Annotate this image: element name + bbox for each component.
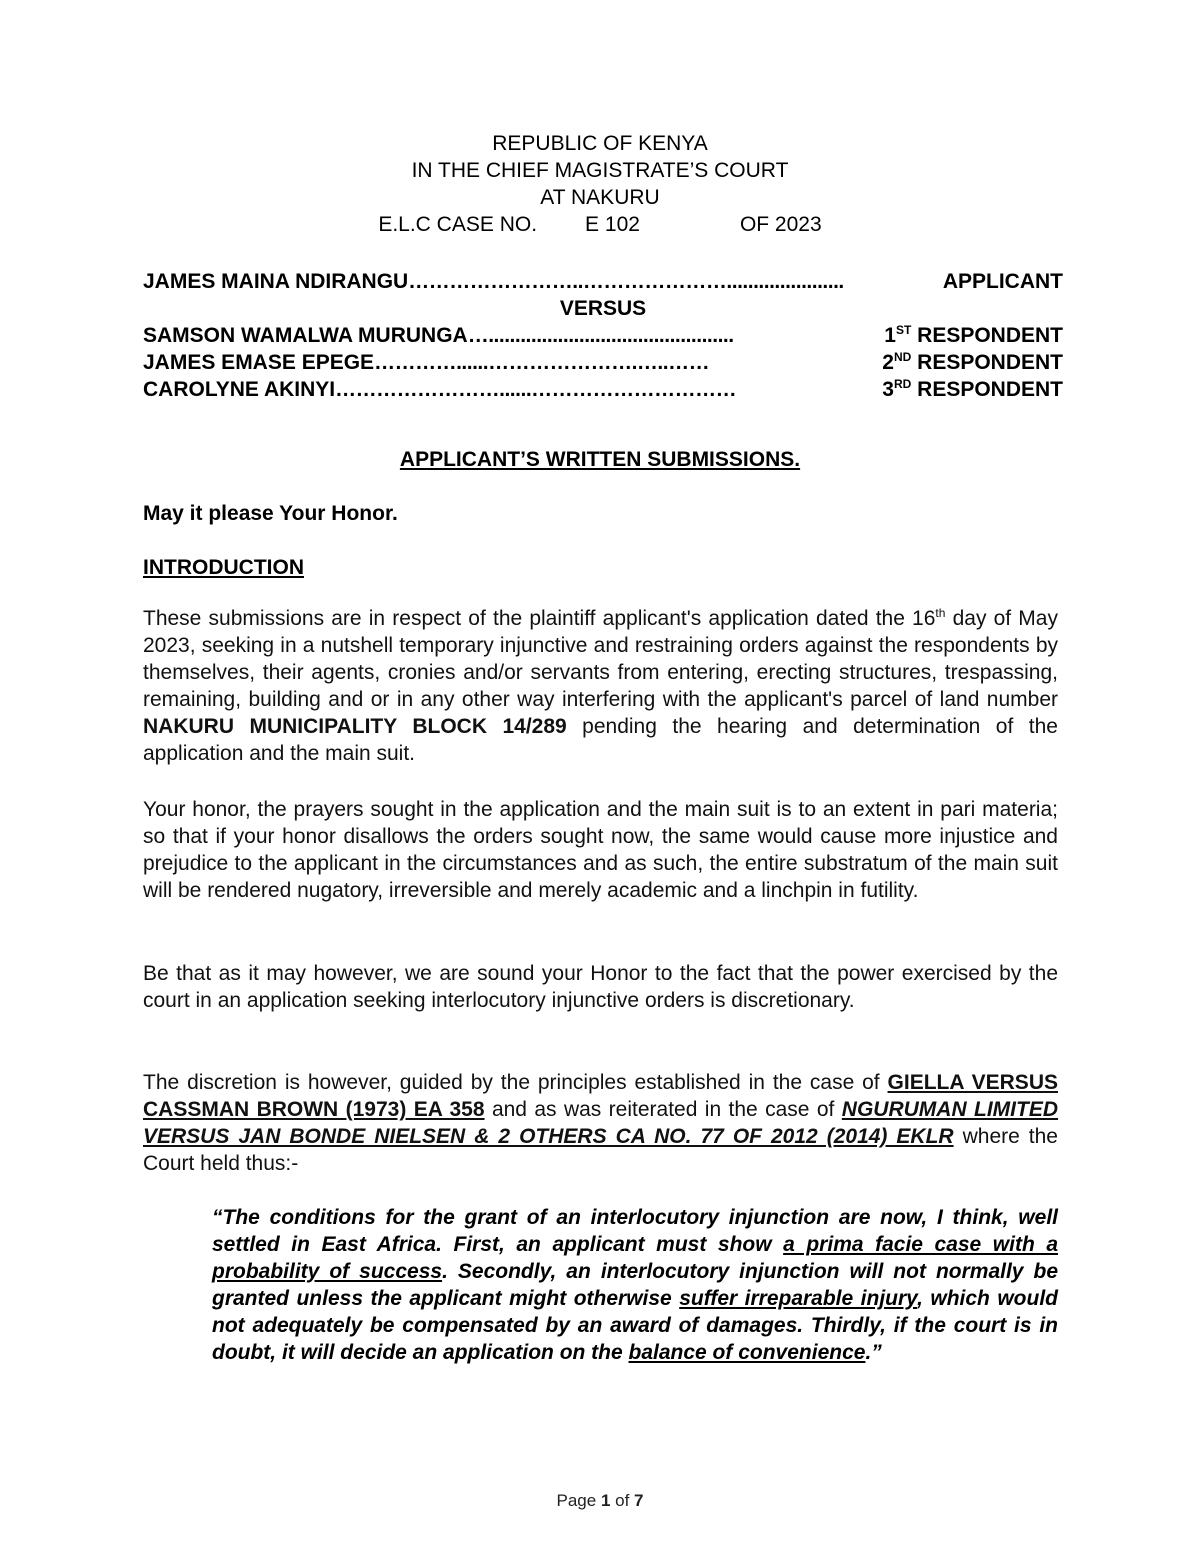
section-heading-introduction: INTRODUCTION: [143, 556, 304, 579]
court-heading: [0, 130, 1200, 238]
respondent-2-role: 2ND RESPONDENT: [882, 350, 1063, 374]
heading-location: AT NAKURU: [540, 186, 660, 209]
land-parcel-number: NAKURU MUNICIPALITY BLOCK 14/289: [143, 715, 567, 738]
leader-dots: ……………………......…………………………: [335, 378, 737, 401]
respondent-3-line: [143, 376, 1063, 403]
parties-block: [143, 268, 1063, 403]
leader-dots: ……………………..…………………......................: [408, 270, 844, 293]
applicant-role: APPLICANT: [942, 270, 1063, 293]
paragraph-4: The discretion is however, guided by the principles established in the case of GIELLA VERSUS CASSMAN BROWN (1973) EA 358 and as was reiterated in the case of NGURUMAN LIMITED VERSUS JAN BONDE NIELSEN & 2 OTHERS CA NO. 77 OF 2012 (2014) EKLR where the Court held thus:-: [143, 1071, 1059, 1175]
applicant-name: JAMES MAINA NDIRANGU: [143, 270, 409, 293]
current-page-number: 1: [600, 1491, 611, 1510]
heading-republic: REPUBLIC OF KENYA: [492, 132, 708, 155]
case-citation-nguruman: NGURUMAN LIMITED VERSUS JAN BONDE NIELSEN & 2 OTHERS CA NO. 77 OF 2012 (2014) EKLR: [143, 1098, 1059, 1148]
applicant-line: [143, 268, 1063, 295]
respondent-3-role: 3RD RESPONDENT: [882, 377, 1063, 401]
paragraph-3: Be that as it may however, we are sound your Honor to the fact that the power exercised by the court in an application seeking interlocutory injunctive orders is discretionary.: [143, 962, 1058, 1012]
respondent-3-name: CAROLYNE AKINYI: [143, 378, 336, 401]
heading-court: IN THE CHIEF MAGISTRATE’S COURT: [411, 159, 789, 182]
case-number: E 102: [585, 213, 640, 236]
paragraph-2: Your honor, the prayers sought in the application and the main suit is to an extent in pari materia; so that if your honor disallows the orders sought now, the same would cause more injustice and prejudice to the applicant in the circumstances and as such, the entire substratum of the main suit will be rendered nugatory, irreversible and merely academic and a linchpin in futility.: [143, 798, 1058, 902]
respondent-1-role: 1ST RESPONDENT: [884, 323, 1063, 347]
case-prefix: E.L.C CASE NO.: [378, 213, 538, 236]
salutation: May it please Your Honor.: [143, 502, 398, 525]
versus-label: VERSUS: [559, 297, 647, 320]
total-page-count: 7: [634, 1491, 644, 1510]
respondent-1-line: [143, 322, 1063, 349]
page-footer: Page 1 of 7: [556, 1491, 644, 1510]
paragraph-1: These submissions are in respect of the plaintiff applicant's application dated the 16th day of May 2023, seeking in a nutshell temporary injunctive and restraining orders against the respondents by themselves, their agents, cronies and/or servants from entering, erecting structures, trespassing, remaining, building and or in any other way interfering with the applicant's parcel of land number NAKURU MUNICIPALITY BLOCK 14/289 pending the hearing and determination of the application and the main suit.: [143, 606, 1058, 765]
case-citation-giella: GIELLA VERSUS CASSMAN BROWN (1973) EA 358: [143, 1071, 1058, 1121]
respondent-2-line: [143, 349, 1063, 376]
document-title: APPLICANT’S WRITTEN SUBMISSIONS.: [399, 448, 801, 471]
leader-dots: …………......………………….…..……: [374, 351, 710, 374]
case-year: OF 2023: [739, 213, 822, 236]
leader-dots: …..............................................: [467, 324, 734, 347]
respondent-1-name: SAMSON WAMALWA MURUNGA: [143, 324, 468, 347]
case-number-line: [0, 211, 1200, 238]
block-quote: “The conditions for the grant of an interlocutory injunction are now, I think, well settled in East Africa. First, an applicant must show a prima facie case with a probability of success. Secondly, an interlocutory injunction will not normally be granted unless the applicant might otherwise suffer irreparable injury, which would not adequately be compensated by an award of damages. Thirdly, if the court is in doubt, it will decide an application on the balance of convenience.”: [212, 1206, 1058, 1364]
respondent-2-name: JAMES EMASE EPEGE: [143, 351, 375, 374]
